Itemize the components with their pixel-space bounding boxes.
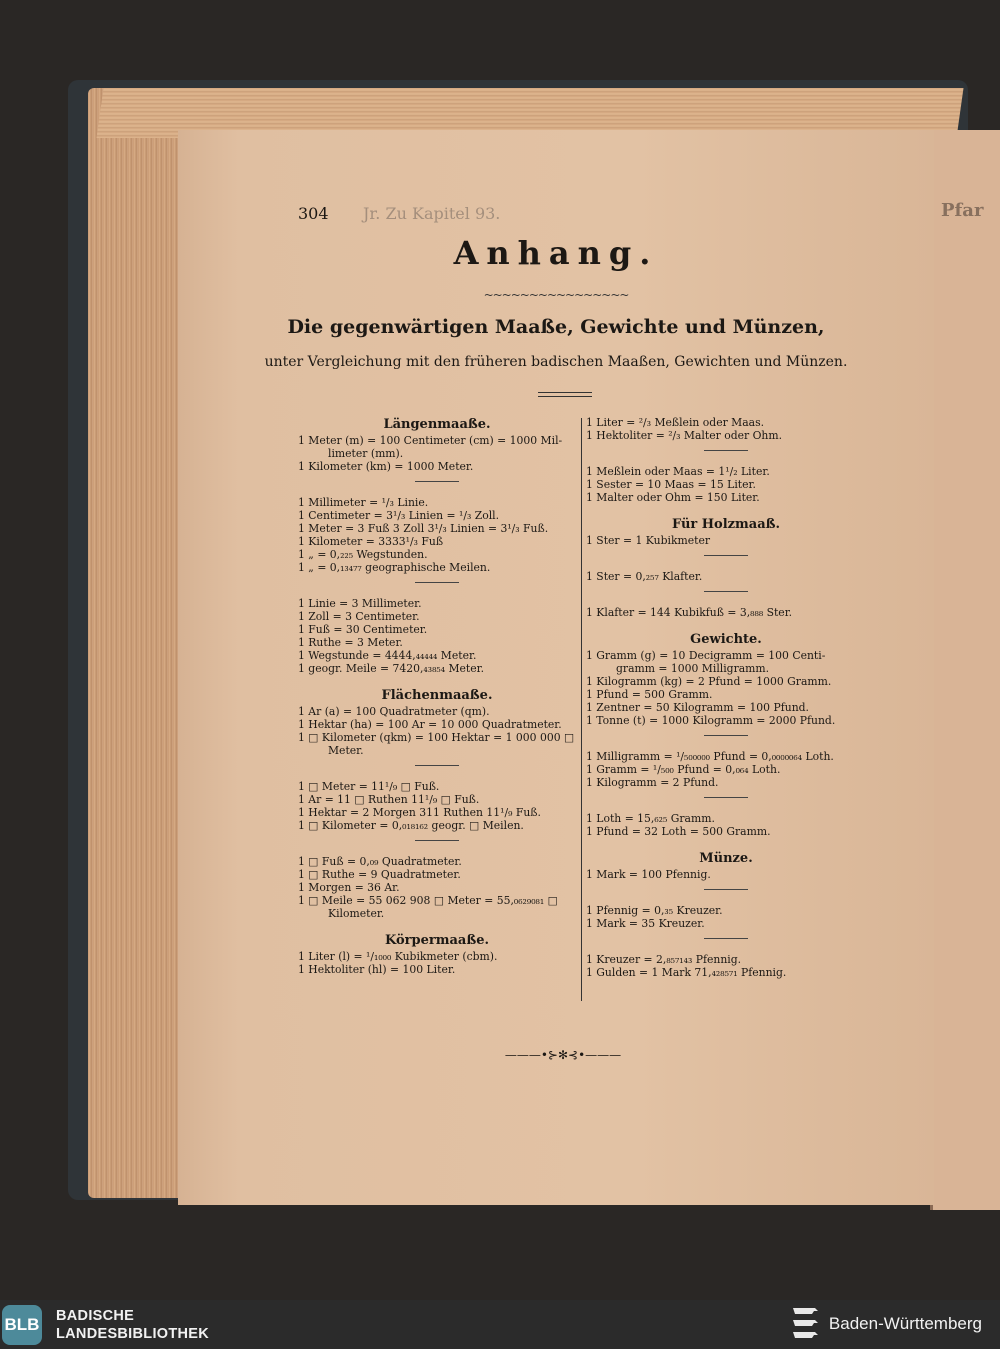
conversion-line: 1 Kilometer = 3333¹/₃ Fuß — [298, 535, 444, 548]
conversion-line: 1 Linie = 3 Millimeter. — [298, 597, 422, 610]
conversion-line: 1 Mark = 35 Kreuzer. — [586, 917, 705, 930]
conversion-line: 1 Sester = 10 Maas = 15 Liter. — [586, 478, 756, 491]
title-ornament: ~~~~~~~~~~~~~~~~ — [483, 288, 629, 302]
conversion-line: 1 Meter (m) = 100 Centimeter (cm) = 1000 Mil- — [298, 434, 563, 447]
spacer — [586, 838, 866, 850]
separator-rule — [415, 765, 459, 772]
conversion-line: 1 □ Fuß = 0,₀₉ Quadratmeter. — [298, 855, 462, 868]
conversion-line: 1 Meter = 3 Fuß 3 Zoll 3¹/₃ Linien = 3¹/₃ Fuß. — [298, 522, 549, 535]
unit-group-heading: Für Holzmaaß. — [671, 517, 781, 532]
blb-logo[interactable]: BLB — [2, 1305, 42, 1345]
conversion-line: 1 Centimeter = 3¹/₃ Linien = ¹/₃ Zoll. — [298, 509, 500, 522]
conversion-line: 1 Kilogramm (kg) = 2 Pfund = 1000 Gramm. — [586, 675, 832, 688]
conversion-line: 1 „ = 0,₂₂₅ Wegstunden. — [298, 548, 428, 561]
separator-rule — [704, 555, 748, 562]
conversion-line: 1 Ster = 0,₂₅₇ Klafter. — [586, 570, 703, 583]
unit-group-heading: Längenmaaße. — [383, 417, 491, 432]
conversion-line: 1 Ruthe = 3 Meter. — [298, 636, 403, 649]
conversion-line: 1 Fuß = 30 Centimeter. — [298, 623, 428, 636]
conversion-line: 1 Hektoliter (hl) = 100 Liter. — [298, 963, 456, 976]
conversion-line: 1 Milligramm = ¹/₅₀₀₀₀₀ Pfund = 0,₀₀₀₀₀₆₄ Loth. — [586, 750, 834, 763]
conversion-line: 1 Tonne (t) = 1000 Kilogramm = 2000 Pfund. — [586, 714, 836, 727]
conversion-line: 1 Liter = ²/₃ Meßlein oder Maas. — [586, 416, 765, 429]
separator-rule — [704, 591, 748, 598]
unit-group-heading: Körpermaaße. — [384, 933, 490, 948]
separator-rule — [704, 797, 748, 804]
conversion-line: 1 Hektoliter = ²/₃ Malter oder Ohm. — [586, 429, 783, 442]
library-name-line2: LANDESBIBLIOTHEK — [56, 1326, 210, 1342]
column-divider — [581, 418, 582, 1001]
unit-group-heading: Münze. — [699, 851, 753, 866]
conversion-line: 1 □ Ruthe = 9 Quadratmeter. — [298, 868, 461, 881]
unit-group-heading: Gewichte. — [690, 632, 762, 647]
conversion-line: 1 Gramm = ¹/₅₀₀ Pfund = 0,₀₆₄ Loth. — [586, 763, 781, 776]
left-column — [298, 416, 576, 976]
conversion-line: 1 Ar (a) = 100 Quadratmeter (qm). — [298, 705, 490, 718]
separator-rule — [704, 889, 748, 896]
conversion-line: 1 Morgen = 36 Ar. — [298, 881, 400, 894]
right-column — [586, 416, 866, 979]
spacer — [298, 675, 576, 687]
bottom-ornament: ———•⊱✻⊰•——— — [504, 1048, 622, 1062]
conversion-line: 1 geogr. Meile = 7420,₄₃₈₅₄ Meter. — [298, 662, 485, 675]
conversion-line: 1 Gulden = 1 Mark 71,₄₂₈₅₇₁ Pfennig. — [586, 966, 787, 979]
conversion-line: 1 Gramm (g) = 10 Decigramm = 100 Centi- — [586, 649, 826, 662]
conversion-line: 1 Hektar (ha) = 100 Ar = 10 000 Quadratmeter. — [298, 718, 562, 731]
page-edges — [88, 88, 178, 1198]
separator-rule — [704, 450, 748, 457]
three-lions-icon — [790, 1304, 822, 1344]
conversion-line: 1 □ Kilometer (qkm) = 100 Hektar = 1 000 000 □ — [298, 731, 575, 744]
unit-group-heading: Flächenmaaße. — [381, 688, 493, 703]
page-number: 304 — [298, 204, 329, 223]
conversion-line: 1 Wegstunde = 4444,₄₄₄₄₄ Meter. — [298, 649, 477, 662]
conversion-line: 1 Pfund = 32 Loth = 500 Gramm. — [586, 825, 771, 838]
conversion-line: 1 Pfennig = 0,₃₅ Kreuzer. — [586, 904, 723, 917]
conversion-line: 1 Ar = 11 □ Ruthen 11¹/₉ □ Fuß. — [298, 793, 480, 806]
conversion-line: gramm = 1000 Milligramm. — [616, 662, 770, 675]
conversion-line: 1 □ Meile = 55 062 908 □ Meter = 55,₀₆₂₉₀₈₁ □ — [298, 894, 558, 907]
conversion-line: 1 „ = 0,₁₃₄₇₇ geographische Meilen. — [298, 561, 491, 574]
conversion-line: 1 Liter (l) = ¹/₁₀₀₀ Kubikmeter (cbm). — [298, 950, 498, 963]
double-rule — [538, 392, 592, 397]
separator-rule — [415, 582, 459, 589]
viewer-footer — [0, 1300, 1000, 1349]
separator-rule — [415, 840, 459, 847]
conversion-line: 1 Malter oder Ohm = 150 Liter. — [586, 491, 760, 504]
separator-rule — [415, 481, 459, 488]
conversion-line: 1 Meßlein oder Maas = 1¹/₂ Liter. — [586, 465, 770, 478]
separator-rule — [704, 735, 748, 742]
partner-name[interactable]: Baden-Württemberg — [828, 1314, 982, 1333]
conversion-line: 1 □ Meter = 11¹/₉ □ Fuß. — [298, 780, 440, 793]
conversion-line: Kilometer. — [328, 907, 385, 920]
conversion-line: 1 Zentner = 50 Kilogramm = 100 Pfund. — [586, 701, 809, 714]
library-name[interactable] — [56, 1307, 209, 1343]
conversion-line: 1 Klafter = 144 Kubikfuß = 3,₈₈₈ Ster. — [586, 606, 793, 619]
conversion-line: 1 □ Kilometer = 0,₀₁₈₁₆₂ geogr. □ Meilen. — [298, 819, 524, 832]
conversion-line: 1 Kreuzer = 2,₈₅₇₁₄₃ Pfennig. — [586, 953, 742, 966]
conversion-line: 1 Hektar = 2 Morgen 311 Ruthen 11¹/₉ Fuß. — [298, 806, 541, 819]
spacer — [298, 920, 576, 932]
conversion-line: 1 Pfund = 500 Gramm. — [586, 688, 713, 701]
library-name-line1: BADISCHE — [56, 1308, 135, 1324]
conversion-line: Meter. — [328, 744, 364, 757]
page-title: Anhang. — [453, 234, 659, 272]
spacer — [586, 619, 866, 631]
section-subheading: unter Vergleichung mit den früheren badischen Maaßen, Gewichten und Münzen. — [264, 354, 848, 370]
separator-rule — [704, 938, 748, 945]
conversion-line: 1 Ster = 1 Kubikmeter — [586, 534, 711, 547]
conversion-line: limeter (mm). — [328, 447, 404, 460]
section-heading: Die gegenwärtigen Maaße, Gewichte und Münzen, — [287, 316, 825, 338]
adjacent-page — [930, 130, 1000, 1210]
conversion-line: 1 Zoll = 3 Centimeter. — [298, 610, 420, 623]
conversion-line: 1 Loth = 15,₆₂₅ Gramm. — [586, 812, 715, 825]
spacer — [586, 504, 866, 516]
conversion-line: 1 Kilometer (km) = 1000 Meter. — [298, 460, 474, 473]
conversion-line: 1 Mark = 100 Pfennig. — [586, 868, 711, 881]
conversion-line: 1 Millimeter = ¹/₃ Linie. — [298, 496, 429, 509]
bleed-through-text: Jr. Zu Kapitel 93. — [363, 204, 501, 223]
adjacent-page-text: Pfar — [941, 200, 984, 221]
conversion-line: 1 Kilogramm = 2 Pfund. — [586, 776, 719, 789]
scanned-page — [178, 130, 934, 1205]
